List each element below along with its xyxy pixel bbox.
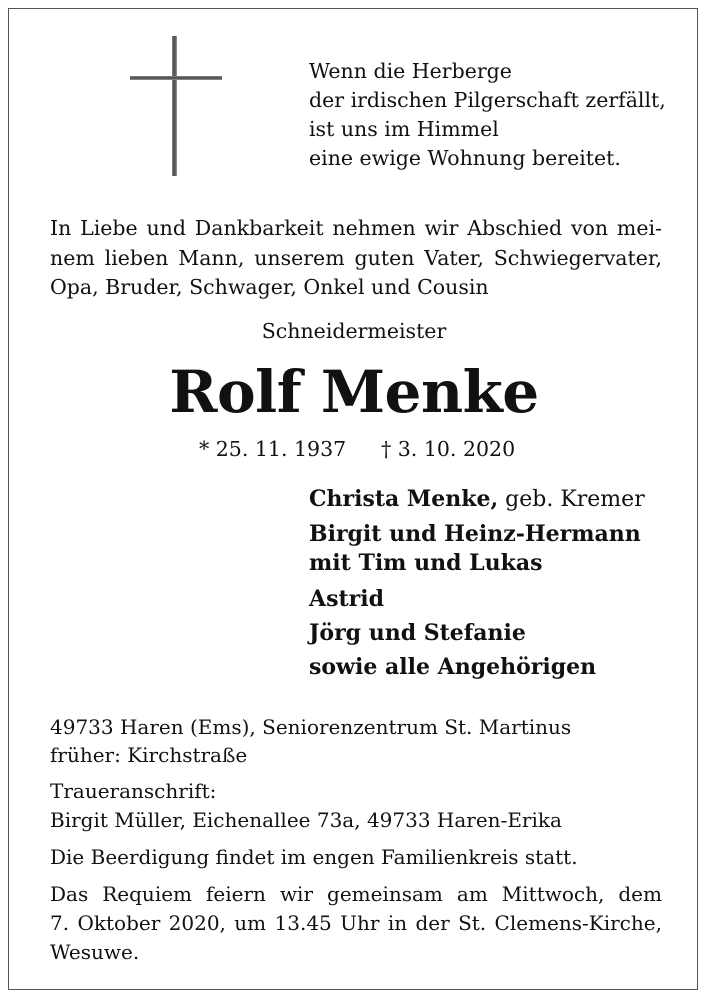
word: St. [458, 911, 487, 935]
word: Mittwoch, [501, 882, 605, 906]
word: nem [50, 245, 95, 270]
intro-line: Opa, Bruder, Schwager, Onkel und Cousin [50, 275, 489, 299]
requiem-line [50, 880, 662, 909]
family-line-part: mit Tim und Lukas [309, 550, 543, 576]
word: Mann, [178, 245, 245, 270]
former-address: früher: Kirchstraße [50, 743, 248, 767]
word: wir [279, 882, 314, 906]
word: um [234, 911, 267, 935]
word: Schwiegervater, [493, 245, 662, 270]
word: dem [618, 882, 662, 906]
word: am [456, 882, 488, 906]
word: Clemens-Kirche, [494, 911, 662, 935]
word: feiern [206, 882, 266, 906]
word: unserem [254, 245, 345, 270]
intro-text [50, 214, 662, 303]
wife-maiden-name: geb. Kremer [498, 487, 645, 512]
word: wir [424, 216, 459, 240]
word: guten [354, 245, 415, 270]
death-date: † 3. 10. 2020 [381, 437, 516, 461]
family-line [309, 482, 645, 517]
cross-icon [130, 36, 222, 176]
requiem-line: Wesuwe. [50, 940, 140, 964]
word: Dankbarkeit [194, 216, 324, 240]
word: Liebe [80, 216, 138, 240]
funeral-note: Die Beerdigung findet im engen Familienkreis statt. [50, 845, 578, 869]
word: Uhr [340, 911, 380, 935]
family-line: sowie alle Angehörigen [309, 654, 597, 680]
word: 7. [50, 911, 70, 935]
family-list [309, 482, 645, 684]
word: Abschied [467, 216, 563, 240]
intro-line [50, 244, 662, 274]
word: von [570, 216, 609, 240]
residence: 49733 Haren (Ems), Seniorenzentrum St. Martinus [50, 715, 572, 739]
word: In [50, 216, 72, 240]
word: Oktober [77, 911, 161, 935]
word: Requiem [102, 882, 193, 906]
requiem-text [50, 880, 662, 967]
family-line: Astrid [309, 586, 384, 612]
family-line-part: Birgit und Heinz-Hermann [309, 521, 641, 547]
mourning-address: Birgit Müller, Eichenallee 73a, 49733 Haren-Erika [50, 808, 562, 832]
mourning-address-label: Traueranschrift: [50, 779, 217, 803]
verse-line: eine ewige Wohnung bereitet. [309, 146, 621, 170]
word: nehmen [332, 216, 416, 240]
intro-line [50, 214, 662, 244]
word: mei- [616, 216, 662, 240]
word: und [146, 216, 186, 240]
deceased-name: Rolf Menke [169, 358, 539, 426]
word: 13.45 [274, 911, 332, 935]
word: Das [50, 882, 89, 906]
word: Vater, [424, 245, 484, 270]
verse-line: Wenn die Herberge [309, 59, 512, 83]
verse-line: der irdischen Pilgerschaft zerfällt, [309, 88, 666, 112]
verse-line: ist uns im Himmel [309, 117, 499, 141]
word: der [415, 911, 450, 935]
family-line: Jörg und Stefanie [309, 620, 526, 646]
word: in [387, 911, 408, 935]
birth-date: * 25. 11. 1937 [199, 437, 347, 461]
verse [309, 57, 666, 173]
family-line [309, 520, 645, 578]
word: gemeinsam [327, 882, 443, 906]
word: 2020, [168, 911, 226, 935]
word: lieben [104, 245, 169, 270]
wife-name: Christa Menke, [309, 486, 499, 512]
requiem-line [50, 909, 662, 938]
deceased-title: Schneidermeister [261, 319, 447, 343]
